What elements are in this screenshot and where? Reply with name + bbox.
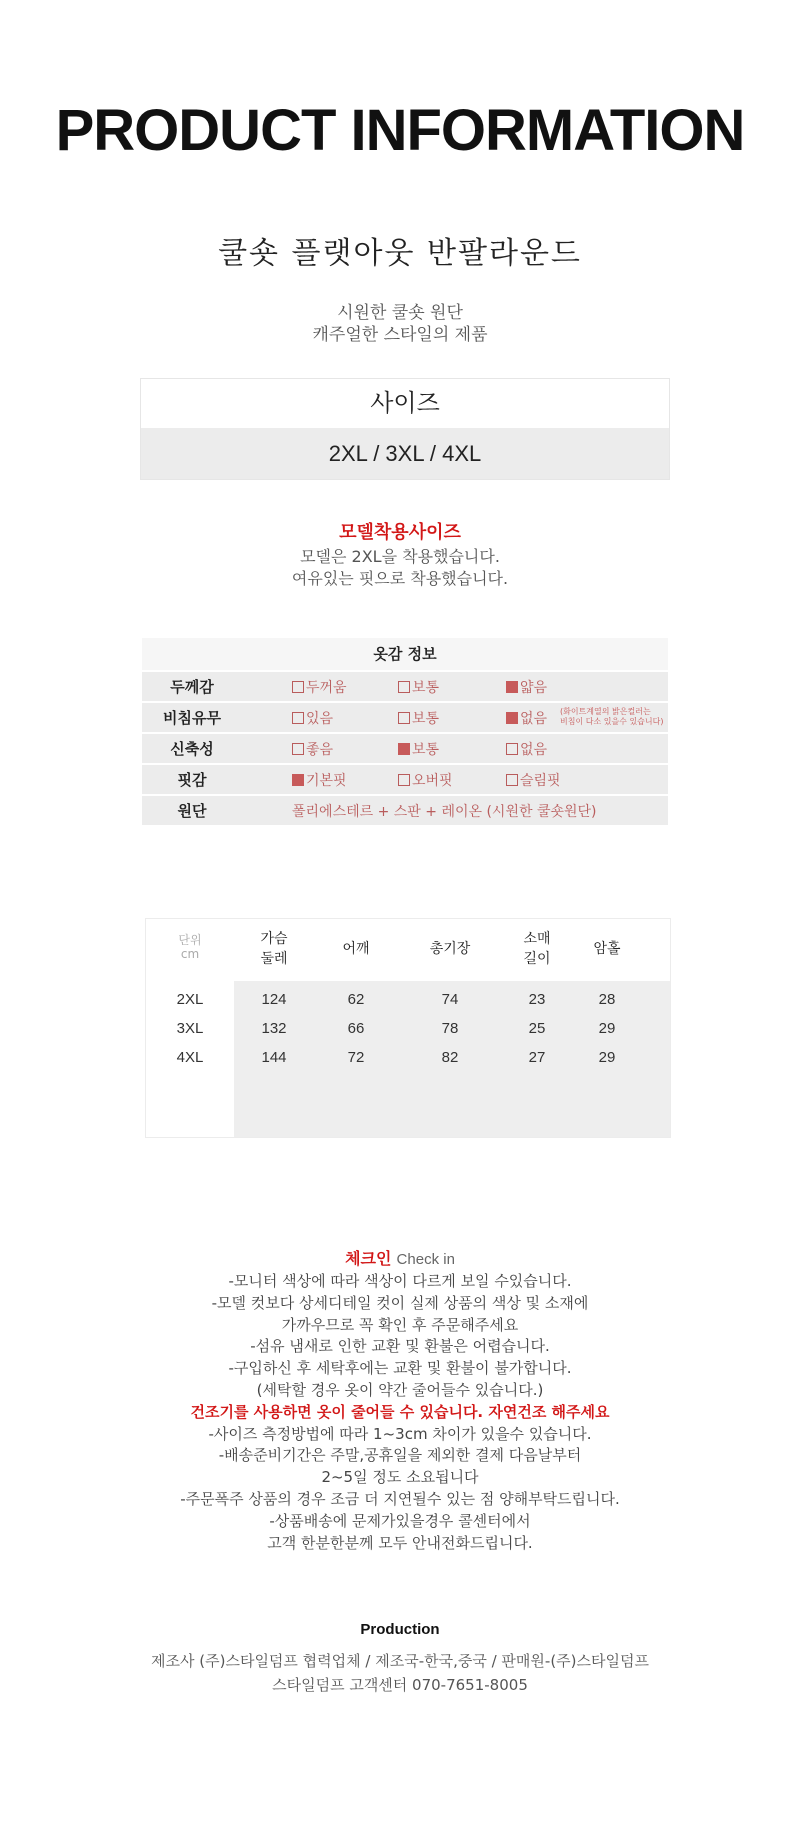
fabric-row-label: 비침유무 [163, 709, 221, 727]
notice-line: -배송준비기간은 주말,공휴일을 제외한 결제 다음날부터 [218, 1446, 582, 1465]
checkbox-filled-icon [292, 774, 304, 786]
measurement-header [146, 919, 670, 981]
table-cell: 62 [347, 991, 365, 1008]
fabric-option-selected: 없음 [506, 708, 547, 728]
fabric-row-thickness [142, 672, 668, 701]
notice-line: 가까우므로 꼭 확인 후 주문해주세요 [281, 1315, 519, 1334]
fabric-option-selected: 얇음 [506, 677, 547, 697]
fabric-option-selected: 보통 [398, 739, 439, 759]
production-line: 제조사 (주)스타일덤프 협력업체 / 제조국-한국,중국 / 판매원-(주)스타일덤프 [151, 1652, 649, 1670]
size-box [140, 378, 670, 480]
column-header-shoulder: 어깨 [342, 941, 370, 957]
table-cell: 74 [441, 991, 459, 1008]
fabric-note: (화이트계열의 밝은컬러는 비침이 다소 있을수 있습니다) [560, 707, 664, 726]
fabric-row-label: 신축성 [170, 740, 214, 758]
notice-line: -모니터 색상에 따라 색상이 다르게 보일 수있습니다. [228, 1272, 572, 1290]
table-cell: 132 [261, 1020, 287, 1037]
checkbox-filled-icon [506, 712, 518, 724]
product-desc-line: 시원한 쿨숏 원단 [337, 303, 463, 323]
table-cell: 29 [598, 1049, 616, 1066]
column-header-armhole: 암홀 [593, 941, 621, 957]
size-measurement-table [145, 918, 671, 1138]
size-values: 2XL / 3XL / 4XL [141, 428, 669, 479]
checkbox-empty-icon [398, 774, 410, 786]
checkbox-empty-icon [292, 712, 304, 724]
checkbox-empty-icon [398, 712, 410, 724]
fabric-option: 슬림핏 [506, 770, 561, 790]
table-cell: 23 [528, 991, 546, 1008]
table-cell: 78 [441, 1020, 459, 1037]
fabric-row-label: 두께감 [170, 678, 214, 696]
fabric-row-label: 핏감 [177, 771, 207, 789]
checkbox-empty-icon [506, 743, 518, 755]
page-title: PRODUCT INFORMATION [55, 98, 745, 163]
product-desc-line: 캐주얼한 스타일의 제품 [312, 325, 488, 345]
fabric-option: 보통 [398, 708, 439, 728]
checkbox-filled-icon [398, 743, 410, 755]
checkbox-filled-icon [506, 681, 518, 693]
fabric-row-fit [142, 765, 668, 794]
fabric-option: 오버핏 [398, 770, 453, 790]
column-header-length: 총기장 [429, 941, 471, 957]
fabric-row-label: 원단 [177, 802, 207, 820]
fabric-option: 두꺼움 [292, 677, 347, 697]
production-heading: Production [360, 1621, 440, 1638]
check-in-notice [0, 1248, 800, 1554]
checkbox-empty-icon [292, 743, 304, 755]
notice-line: 고객 한분한분께 모두 안내전화드립니다. [267, 1533, 533, 1552]
fabric-info-title: 옷감 정보 [142, 638, 668, 670]
checkbox-empty-icon [506, 774, 518, 786]
fabric-material-value: 폴리에스테르 + 스판 + 레이온 (시원한 쿨숏원단) [292, 803, 597, 820]
notice-line: (세탁할 경우 옷이 약간 줄어들수 있습니다.) [256, 1380, 544, 1399]
fabric-option: 좋음 [292, 739, 333, 759]
notice-heading: 체크인 Check in [345, 1249, 455, 1268]
product-name: 쿨숏 플랫아웃 반팔라운드 [218, 236, 582, 271]
notice-line-warning: 건조기를 사용하면 옷이 줄어들 수 있습니다. 자연건조 해주세요 [190, 1402, 610, 1421]
fabric-option: 있음 [292, 708, 333, 728]
notice-line: -사이즈 측정방법에 따라 1~3cm 차이가 있을수 있습니다. [208, 1424, 592, 1443]
notice-line: -주문폭주 상품의 경우 조금 더 지연될수 있는 점 양해부탁드립니다. [180, 1489, 620, 1508]
table-row-size: 3XL [176, 1020, 204, 1037]
notice-line: -상품배송에 문제가있을경우 콜센터에서 [269, 1511, 531, 1530]
notice-line: -모델 컷보다 상세디테일 컷이 실제 상품의 색상 및 소재에 [211, 1293, 589, 1312]
checkbox-empty-icon [398, 681, 410, 693]
production-line: 스타일덤프 고객센터 070-7651-8005 [272, 1676, 528, 1694]
size-label: 사이즈 [141, 379, 669, 428]
notice-line: -구입하신 후 세탁후에는 교환 및 환불이 불가합니다. [228, 1359, 572, 1378]
fabric-row-material [142, 796, 668, 825]
table-row-size: 2XL [176, 991, 204, 1008]
table-cell: 25 [528, 1020, 546, 1037]
fabric-option: 보통 [398, 677, 439, 697]
unit-label: 단위 cm [178, 933, 202, 961]
notice-line: 2~5일 정도 소요됩니다 [321, 1468, 479, 1487]
fabric-option: 없음 [506, 739, 547, 759]
table-cell: 144 [261, 1049, 287, 1066]
fabric-option-selected: 기본핏 [292, 770, 347, 790]
fabric-row-transparency [142, 703, 668, 732]
model-text-line: 모델은 2XL을 착용했습니다. [300, 547, 500, 566]
table-row-size: 4XL [176, 1049, 204, 1066]
model-text-line: 여유있는 핏으로 착용했습니다. [291, 569, 509, 588]
model-heading: 모델착용사이즈 [339, 522, 461, 543]
checkbox-empty-icon [292, 681, 304, 693]
column-header-sleeve: 소매 길이 [523, 931, 551, 967]
table-cell: 28 [598, 991, 616, 1008]
table-cell: 72 [347, 1049, 365, 1066]
column-header-chest: 가슴 둘레 [260, 931, 288, 967]
table-cell: 27 [528, 1049, 546, 1066]
table-cell: 29 [598, 1020, 616, 1037]
table-cell: 66 [347, 1020, 365, 1037]
notice-line: -섬유 냄새로 인한 교환 및 환불은 어렵습니다. [250, 1337, 550, 1356]
fabric-info-table [142, 638, 668, 825]
table-cell: 124 [261, 991, 287, 1008]
fabric-row-stretch [142, 734, 668, 763]
table-cell: 82 [441, 1049, 459, 1066]
